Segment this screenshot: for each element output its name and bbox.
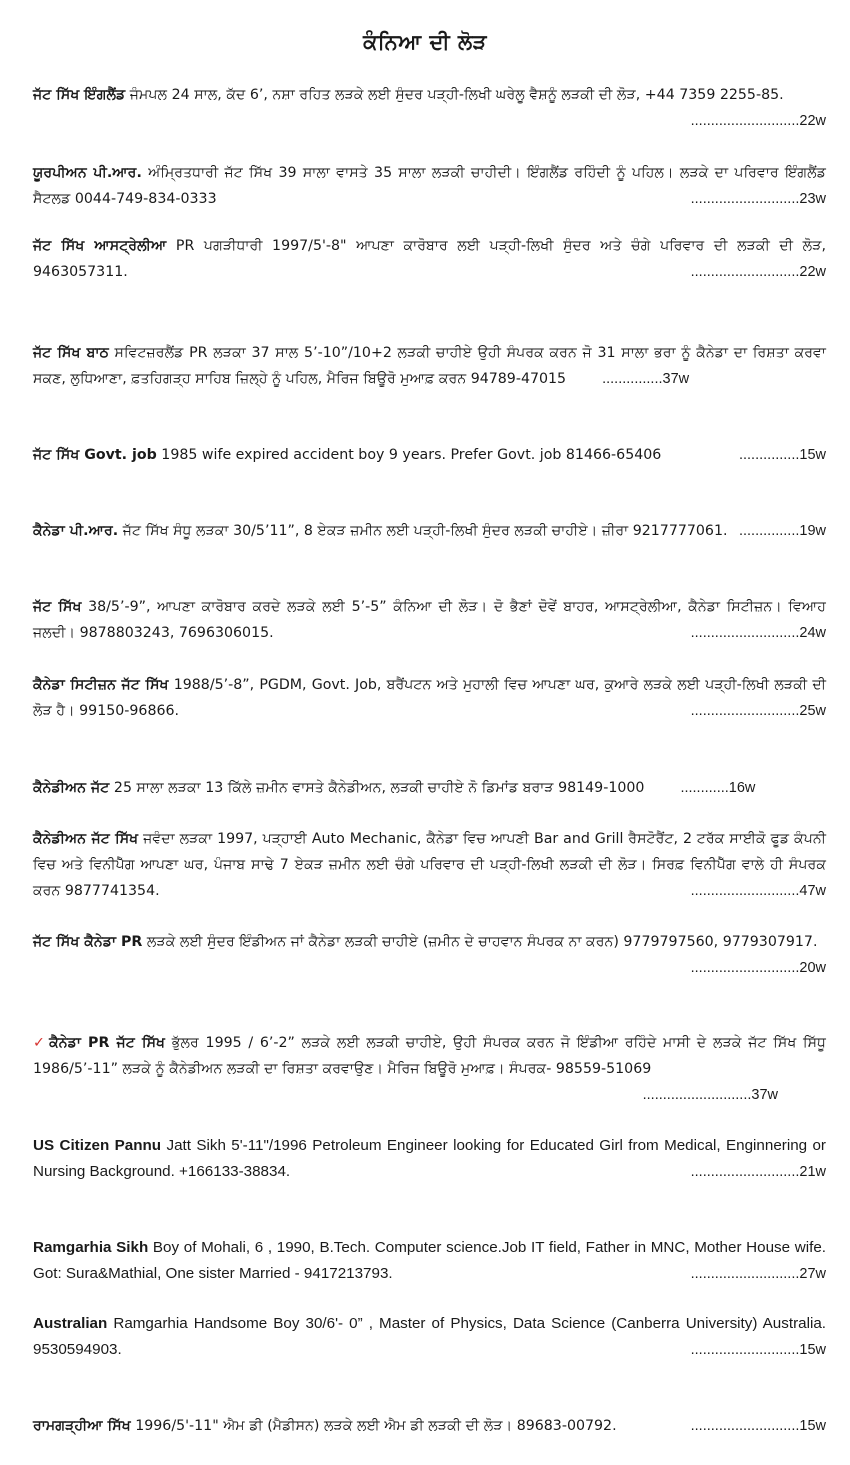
ad-heading: ਜੱਟ ਸਿੱਖ ਆਸਟ੍ਰੇਲੀਆ <box>33 238 167 254</box>
ad-body: Boy of Mohali, 6 , 1990, B.Tech. Computer science.Job IT field, Father in MNC, Mother House wife. Got: Sura&Mathial, One sister Married - 9417213793. <box>33 1239 826 1282</box>
classified-ad <box>33 929 826 981</box>
check-icon: ✓ <box>33 1035 48 1051</box>
ad-code: ...........................22w <box>690 113 826 129</box>
ad-code: ...............37w <box>602 371 690 387</box>
ad-heading: Australian <box>33 1315 108 1332</box>
classified-ad <box>33 1235 826 1287</box>
ad-heading: ਕੈਨੇਡੀਅਨ ਜੱਟ <box>33 780 110 796</box>
ad-code: ...........................25w <box>690 703 826 719</box>
ad-body: ਜੱਟ ਸਿੱਖ ਸੰਧੂ ਲੜਕਾ 30/5’11”, 8 ਏਕੜ ਜ਼ਮੀਨ ਲਈ ਪੜ੍ਹੀ-ਲਿਖੀ ਸੁੰਦਰ ਲੜਕੀ ਚਾਹੀਏ। ਜ਼ੀਰਾ 9217777061. <box>118 523 728 539</box>
ad-body: ਜੰਮਪਲ 24 ਸਾਲ, ਕੱਦ 6’, ਨਸ਼ਾ ਰਹਿਤ ਲੜਕੇ ਲਈ ਸੁੰਦਰ ਪੜ੍ਹੀ-ਲਿਖੀ ਘਰੇਲੂ ਵੈਸ਼ਨੂੰ ਲੜਕੀ ਦੀ ਲੋੜ, +44 7359 2255-85. <box>125 87 784 103</box>
ad-code: ...........................24w <box>690 625 826 641</box>
ad-body: 25 ਸਾਲਾ ਲੜਕਾ 13 ਕਿੱਲੇ ਜ਼ਮੀਨ ਵਾਸਤੇ ਕੈਨੇਡੀਅਨ, ਲੜਕੀ ਚਾਹੀਏ ਨੋ ਡਿਮਾਂਡ ਬਰਾੜ 98149-1000 <box>109 780 645 796</box>
ad-code: ...........................23w <box>690 191 826 207</box>
ad-heading: ਜੱਟ ਸਿੱਖ ਇੰਗਲੈਂਡ <box>33 87 126 103</box>
classified-ad <box>33 1030 826 1108</box>
classified-ad <box>33 233 826 285</box>
classified-ad <box>33 340 826 392</box>
ad-heading: ਜੱਟ ਸਿੱਖ ਬਾਠ <box>33 345 109 361</box>
classified-ad <box>33 826 826 904</box>
ad-heading: ਜੱਟ ਸਿੱਖ ਕੈਨੇਡਾ PR <box>33 934 143 950</box>
classified-ad <box>33 1133 826 1185</box>
ad-body: 1996/5'-11" ਐਮ ਡੀ (ਮੈਡੀਸਨ) ਲੜਕੇ ਲਈ ਐਮ ਡੀ ਲੜਕੀ ਦੀ ਲੋੜ। 89683-00792. <box>130 1418 617 1434</box>
ad-heading: ਜੱਟ ਸਿੱਖ <box>33 599 82 615</box>
ad-body: Ramgarhia Handsome Boy 30/6'- 0” , Master of Physics, Data Science (Canberra University) Australia. 9530594903. <box>33 1315 826 1358</box>
ad-body: ਲੜਕੇ ਲਈ ਸੁੰਦਰ ਇੰਡੀਅਨ ਜਾਂ ਕੈਨੇਡਾ ਲੜਕੀ ਚਾਹੀਏ (ਜ਼ਮੀਨ ਦੇ ਚਾਹਵਾਨ ਸੰਪਰਕ ਨਾ ਕਰਨ) 9779797560, 9779307917. <box>142 934 818 950</box>
ad-heading: ਕੈਨੇਡੀਅਨ ਜੱਟ ਸਿੱਖ <box>33 831 139 847</box>
ad-body: Jatt Sikh 5'-11"/1996 Petroleum Engineer looking for Educated Girl from Medical, Enginnering or Nursing Background. +166133-38834. <box>33 1137 826 1180</box>
ad-heading: ਜੱਟ ਸਿੱਖ Govt. job <box>33 447 157 463</box>
ad-code: ...........................21w <box>690 1164 826 1180</box>
ad-code: ...........................37w <box>642 1087 778 1103</box>
ad-heading: ਕੈਨੇਡਾ ਪੀ.ਆਰ. <box>33 523 119 539</box>
classified-ad <box>33 1413 826 1439</box>
page-title: ਕੰਨਿਆ ਦੀ ਲੋੜ <box>363 30 487 54</box>
ad-code: ...........................27w <box>690 1266 826 1282</box>
ad-code: ...........................22w <box>690 264 826 280</box>
ad-body: ਅੰਮ੍ਰਿਤਧਾਰੀ ਜੱਟ ਸਿੱਖ 39 ਸਾਲਾ ਵਾਸਤੇ 35 ਸਾਲਾ ਲੜਕੀ ਚਾਹੀਦੀ। ਇੰਗਲੈਂਡ ਰਹਿੰਦੀ ਨੂੰ ਪਹਿਲ। ਲੜਕੇ ਦਾ ਪਰਿਵਾਰ ਇੰਗਲੈਂਡ ਸੈਟਲਡ 0044-749-834-0333 <box>33 165 826 207</box>
ad-body: 1988/5’-8”, PGDM, Govt. Job, ਬਰੈਂਪਟਨ ਅਤੇ ਮੁਹਾਲੀ ਵਿਚ ਆਪਣਾ ਘਰ, ਕੁਆਰੇ ਲੜਕੇ ਲਈ ਪੜ੍ਹੀ-ਲਿਖੀ ਲੜਕੀ ਦੀ ਲੋੜ ਹੈ। 99150-96866. <box>33 677 826 719</box>
ad-heading: Ramgarhia Sikh <box>33 1239 149 1256</box>
ad-heading: ਰਾਮਗੜ੍ਹੀਆ ਸਿੱਖ <box>33 1418 131 1434</box>
ad-heading: ਯੂਰਪੀਅਨ ਪੀ.ਆਰ. <box>33 165 142 181</box>
ad-heading: US Citizen Pannu <box>33 1137 162 1154</box>
classified-ad <box>33 594 826 646</box>
classified-ad <box>33 518 826 544</box>
ad-heading: ਕੈਨੇਡਾ PR ਜੱਟ ਸਿੱਖ <box>49 1035 166 1051</box>
ad-body: 38/5’-9”, ਆਪਣਾ ਕਾਰੋਬਾਰ ਕਰਦੇ ਲੜਕੇ ਲਈ 5’-5” ਕੰਨਿਆ ਦੀ ਲੋੜ। ਦੋ ਭੈਣਾਂ ਦੋਵੇਂ ਬਾਹਰ, ਆਸਟ੍ਰੇਲੀਆ, ਕੈਨੇਡਾ ਸਿਟੀਜ਼ਨ। ਵਿਆਹ ਜਲਦੀ। 9878803243, 7696306015. <box>33 599 826 641</box>
classified-ad <box>33 672 826 724</box>
ad-code: ............16w <box>680 780 756 796</box>
ad-code: ...........................15w <box>690 1342 826 1358</box>
ad-body: PR ਪਗੜੀਧਾਰੀ 1997/5'-8" ਆਪਣਾ ਕਾਰੋਬਾਰ ਲਈ ਪੜ੍ਹੀ-ਲਿਖੀ ਸੁੰਦਰ ਅਤੇ ਚੰਗੇ ਪਰਿਵਾਰ ਦੀ ਲੜਕੀ ਦੀ ਲੋੜ, 9463057311. <box>33 238 826 280</box>
ad-code: ...............19w <box>738 523 826 539</box>
ad-code: ...........................20w <box>690 960 826 976</box>
ad-code: ...........................15w <box>690 1418 826 1434</box>
classified-ad <box>33 1311 826 1363</box>
ad-body: ਜਵੰਦਾ ਲੜਕਾ 1997, ਪੜ੍ਹਾਈ Auto Mechanic, ਕੈਨੇਡਾ ਵਿਚ ਆਪਣੀ Bar and Grill ਰੈਸਟੋਰੈਂਟ, 2 ਟਰੱਕ ਸਾਈਕੋ ਫੂਡ ਕੰਪਨੀ ਵਿਚ ਅਤੇ ਵਿਨੀਪੈੱਗ ਆਪਣਾ ਘਰ, ਪੰਜਾਬ ਸਾਢੇ 7 ਏਕੜ ਜ਼ਮੀਨ ਲਈ ਚੰਗੇ ਪਰਿਵਾਰ ਦੀ ਪੜ੍ਹੀ-ਲਿਖੀ ਲੜਕੀ ਦੀ ਲੋੜ। ਸਿਰਫ਼ ਵਿਨੀਪੈੱਗ ਵਾਲੇ ਹੀ ਸੰਪਰਕ ਕਰਨ 9877741354. <box>33 831 826 899</box>
ad-code: ...............15w <box>738 447 826 463</box>
ad-body: ਸਵਿਟਜ਼ਰਲੈਂਡ PR ਲੜਕਾ 37 ਸਾਲ 5’-10”/10+2 ਲੜਕੀ ਚਾਹੀਏ ਉਹੀ ਸੰਪਰਕ ਕਰਨ ਜੋ 31 ਸਾਲਾ ਭਰਾ ਨੂੰ ਕੈਨੇਡਾ ਦਾ ਰਿਸ਼ਤਾ ਕਰਵਾ ਸਕਣ, ਲੁਧਿਆਣਾ, ਫ਼ਤਹਿਗੜ੍ਹ ਸਾਹਿਬ ਜ਼ਿਲ੍ਹੇ ਨੂੰ ਪਹਿਲ, ਮੈਰਿਜ ਬਿਊਰੋ ਮੁਆਫ਼ ਕਰਨ 94789-47015 <box>33 345 826 387</box>
classified-ad <box>33 160 826 212</box>
classified-ad <box>33 82 826 134</box>
ad-body: 1985 wife expired accident boy 9 years. Prefer Govt. job 81466-65406 <box>156 447 662 463</box>
ad-heading: ਕੈਨੇਡਾ ਸਿਟੀਜ਼ਨ ਜੱਟ ਸਿੱਖ <box>33 677 169 693</box>
ad-body: ਭੁੱਲਰ 1995 / 6’-2” ਲੜਕੇ ਲਈ ਲੜਕੀ ਚਾਹੀਏ, ਉਹੀ ਸੰਪਰਕ ਕਰਨ ਜੋ ਇੰਡੀਆ ਰਹਿੰਦੇ ਮਾਸੀ ਦੇ ਲੜਕੇ ਜੱਟ ਸਿੱਖ ਸਿੱਧੂ 1986/5’-11” ਲੜਕੇ ਨੂੰ ਕੈਨੇਡੀਅਨ ਲੜਕੀ ਦਾ ਰਿਸ਼ਤਾ ਕਰਵਾਉਣ। ਮੈਰਿਜ ਬਿਊਰੋ ਮੁਆਫ਼। ਸੰਪਰਕ- 98559-51069 <box>33 1035 826 1077</box>
classified-ad <box>33 775 826 801</box>
ad-code: ...........................47w <box>690 883 826 899</box>
classified-ad <box>33 442 826 468</box>
